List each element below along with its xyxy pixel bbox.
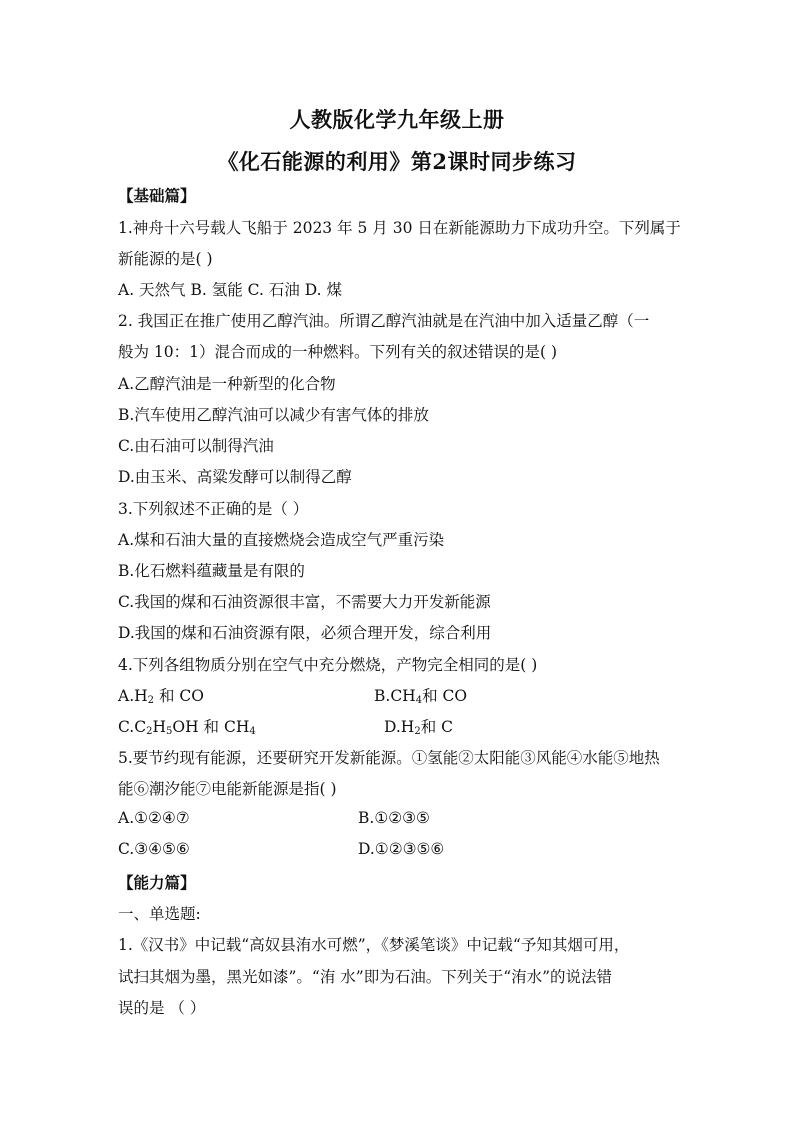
question-3-option-b: B.化石燃料蕴藏量是有限的 [118, 562, 305, 580]
document-title: 人教版化学九年级上册 [289, 107, 505, 132]
ability-question-1-text-cont: 试扫其烟为墨，黑光如漆”。“洧 水”即为石油。下列关于“洧水”的说法错 [118, 968, 613, 986]
question-5-option-d: D.①②③⑤⑥ [358, 840, 445, 858]
subsection-single-choice: 一、单选题: [118, 905, 201, 923]
document-subtitle: 《化石能源的利用》第2课时同步练习 [217, 149, 577, 174]
question-1-text: 1.神舟十六号载人飞船于 2023 年 5 月 30 日在新能源助力下成功升空。下列属于 [118, 219, 681, 237]
question-2-text-cont: 般为 10：1）混合而成的一种燃料。下列有关的叙述错误的是( ) [118, 343, 558, 361]
question-5-text: 5.要节约现有能源，还要研究开发新能源。①氢能②太阳能③风能④水能⑤地热 [118, 749, 660, 767]
question-1-options: A. 天然气 B. 氢能 C. 石油 D. 煤 [118, 281, 342, 299]
question-2-option-b: B.汽车使用乙醇汽油可以减少有害气体的排放 [118, 406, 429, 424]
question-5-option-c: C.③④⑤⑥ [118, 840, 190, 858]
question-3-text: 3.下列叙述不正确的是（ ） [118, 500, 309, 518]
question-4-option-c: $C.C_2H_5OH$ 和 $CH_4$ [118, 718, 256, 737]
question-3-option-a: A.煤和石油大量的直接燃烧会造成空气严重污染 [118, 531, 445, 549]
question-5-text-cont: 能⑥潮汐能⑦电能新能源是指( ) [118, 780, 337, 798]
section-ability-heading: 【能力篇】 [118, 873, 196, 892]
question-2-option-c: C.由石油可以制得汽油 [118, 437, 274, 455]
section-basic-heading: 【基础篇】 [118, 186, 196, 205]
question-4-option-a: $A.H_2$ 和 CO [118, 687, 204, 706]
question-5-option-a: A.①②④⑦ [118, 809, 190, 827]
question-4-option-b: $B.CH_4$和 CO [374, 687, 468, 706]
ability-question-1-text: 1.《汉书》中记载“高奴县洧水可燃”，《梦溪笔谈》中记载“予知其烟可用， [118, 936, 630, 954]
question-2-text: 2. 我国正在推广使用乙醇汽油。所谓乙醇汽油就是在汽油中加入适量乙醇（一 [118, 312, 650, 330]
question-5-option-b: B.①②③⑤ [358, 809, 430, 827]
question-2-option-a: A.乙醇汽油是一种新型的化合物 [118, 375, 336, 393]
question-2-option-d: D.由玉米、高粱发酵可以制得乙醇 [118, 468, 352, 486]
question-4-text: 4.下列各组物质分别在空气中充分燃烧，产物完全相同的是( ) [118, 656, 538, 674]
question-3-option-c: C.我国的煤和石油资源很丰富，不需要大力开发新能源 [118, 593, 491, 611]
question-3-option-d: D.我国的煤和石油资源有限，必须合理开发，综合利用 [118, 624, 492, 642]
ability-question-1-text-end: 误的是 （ ） [118, 999, 206, 1017]
question-4-option-d: $D.H_2$和 C [384, 718, 453, 737]
question-1-text-cont: 新能源的是( ) [118, 250, 213, 268]
